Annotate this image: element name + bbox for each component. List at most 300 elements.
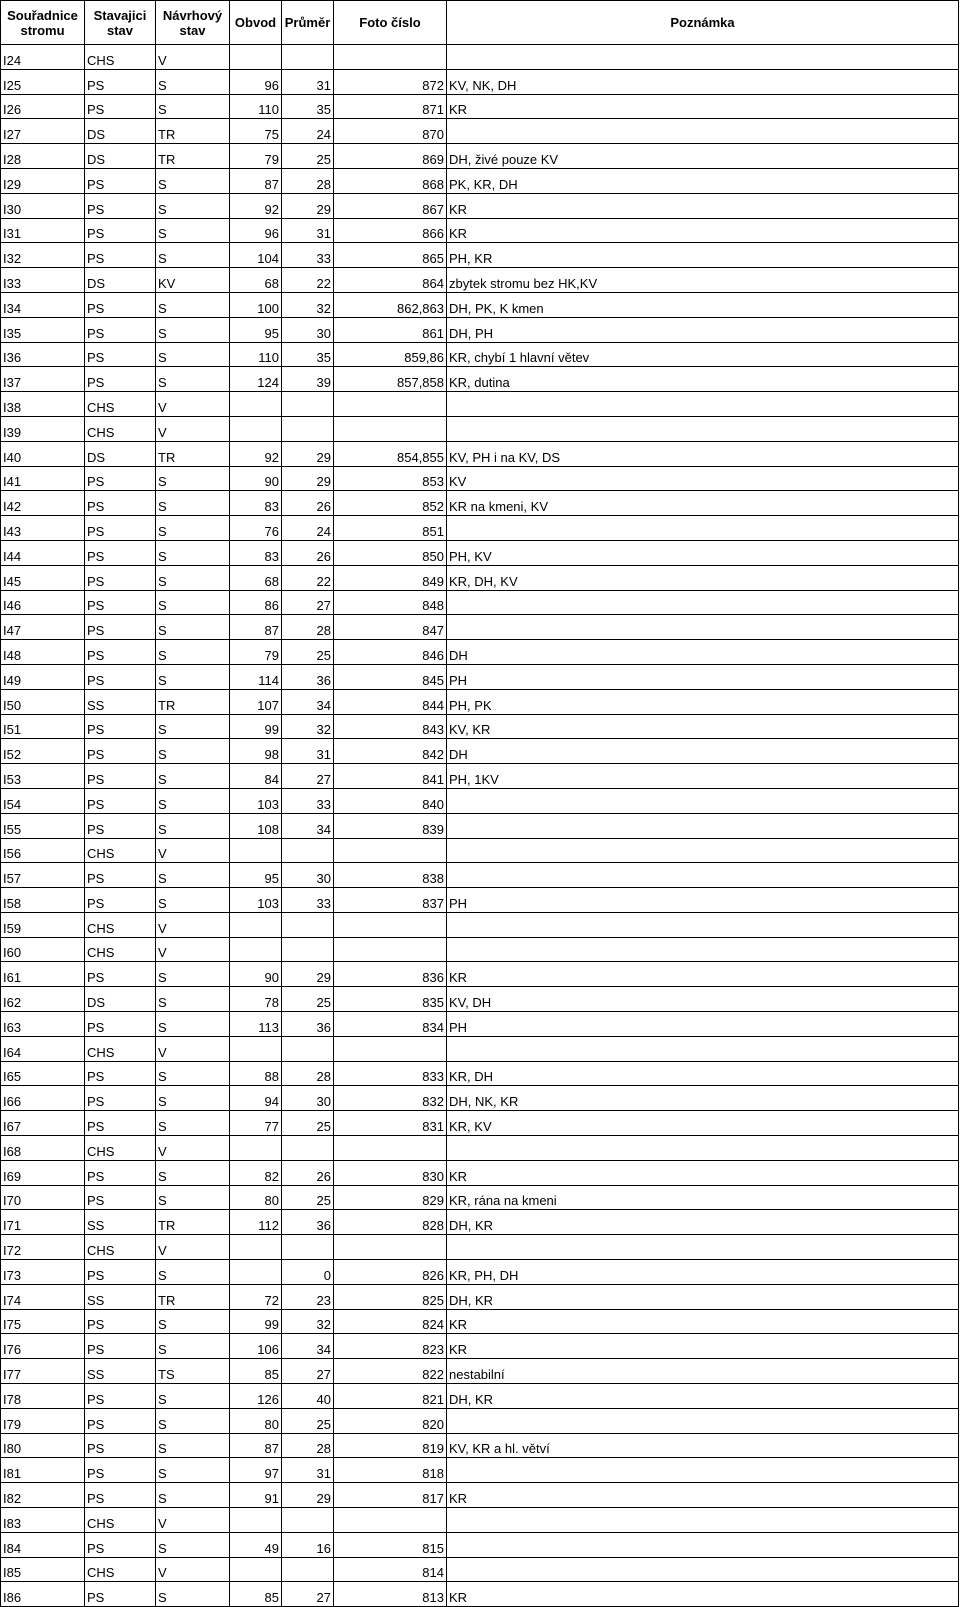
cell-photo-number: 857,858 [334, 367, 447, 392]
cell-note [447, 912, 959, 937]
table-row [1, 1532, 959, 1557]
cell-proposed-state: S [156, 243, 230, 268]
cell-current-state: PS [85, 193, 156, 218]
cell-proposed-state: TR [156, 119, 230, 144]
cell-circumference: 87 [230, 615, 282, 640]
cell-current-state: PS [85, 466, 156, 491]
cell-circumference: 90 [230, 466, 282, 491]
cell-diameter: 32 [282, 714, 334, 739]
cell-proposed-state: V [156, 912, 230, 937]
cell-note [447, 1036, 959, 1061]
cell-photo-number: 869 [334, 144, 447, 169]
cell-proposed-state: S [156, 1384, 230, 1409]
cell-proposed-state: S [156, 1160, 230, 1185]
cell-note: KV, KR a hl. větví [447, 1433, 959, 1458]
cell-note: KR, DH, KV [447, 565, 959, 590]
cell-current-state: PS [85, 764, 156, 789]
table-row [1, 1309, 959, 1334]
cell-current-state: DS [85, 144, 156, 169]
cell-current-state: PS [85, 1384, 156, 1409]
cell-diameter: 31 [282, 1458, 334, 1483]
cell-photo-number: 818 [334, 1458, 447, 1483]
cell-circumference [230, 45, 282, 70]
table-row [1, 342, 959, 367]
cell-coordinates: I56 [1, 838, 85, 863]
cell-coordinates: I82 [1, 1483, 85, 1508]
cell-current-state: SS [85, 1284, 156, 1309]
cell-diameter: 0 [282, 1260, 334, 1285]
table-row [1, 1260, 959, 1285]
cell-note: KV, KR [447, 714, 959, 739]
cell-current-state: CHS [85, 1036, 156, 1061]
cell-current-state: CHS [85, 1235, 156, 1260]
cell-diameter: 28 [282, 1061, 334, 1086]
cell-photo-number: 835 [334, 987, 447, 1012]
cell-note: DH [447, 739, 959, 764]
cell-circumference: 76 [230, 516, 282, 541]
cell-coordinates: I36 [1, 342, 85, 367]
cell-proposed-state: V [156, 45, 230, 70]
table-row [1, 863, 959, 888]
cell-diameter: 16 [282, 1532, 334, 1557]
cell-note: KR na kmeni, KV [447, 491, 959, 516]
cell-coordinates: I31 [1, 218, 85, 243]
cell-circumference [230, 937, 282, 962]
cell-note [447, 813, 959, 838]
table-row [1, 813, 959, 838]
cell-circumference: 85 [230, 1359, 282, 1384]
cell-circumference: 112 [230, 1210, 282, 1235]
cell-photo-number: 815 [334, 1532, 447, 1557]
table-row [1, 144, 959, 169]
cell-note: KV [447, 466, 959, 491]
cell-photo-number: 826 [334, 1260, 447, 1285]
cell-photo-number: 829 [334, 1185, 447, 1210]
cell-current-state: PS [85, 540, 156, 565]
cell-proposed-state: TR [156, 1284, 230, 1309]
table-row [1, 888, 959, 913]
cell-circumference [230, 1260, 282, 1285]
cell-photo-number: 844 [334, 689, 447, 714]
header-photo-number: Foto číslo [334, 1, 447, 45]
header-circumference: Obvod [230, 1, 282, 45]
cell-photo-number: 825 [334, 1284, 447, 1309]
cell-diameter [282, 912, 334, 937]
cell-current-state: PS [85, 1408, 156, 1433]
cell-proposed-state: S [156, 367, 230, 392]
cell-note [447, 1235, 959, 1260]
cell-diameter: 33 [282, 788, 334, 813]
cell-proposed-state: S [156, 1260, 230, 1285]
cell-circumference: 68 [230, 565, 282, 590]
cell-proposed-state: S [156, 987, 230, 1012]
cell-circumference: 95 [230, 317, 282, 342]
cell-diameter: 34 [282, 813, 334, 838]
cell-coordinates: I44 [1, 540, 85, 565]
cell-diameter: 26 [282, 1160, 334, 1185]
cell-coordinates: I67 [1, 1111, 85, 1136]
cell-proposed-state: S [156, 664, 230, 689]
cell-photo-number: 830 [334, 1160, 447, 1185]
cell-coordinates: I69 [1, 1160, 85, 1185]
cell-proposed-state: S [156, 1086, 230, 1111]
cell-proposed-state: S [156, 1458, 230, 1483]
cell-note: KR, rána na kmeni [447, 1185, 959, 1210]
table-row [1, 590, 959, 615]
table-row [1, 268, 959, 293]
table-row [1, 1384, 959, 1409]
table-row [1, 491, 959, 516]
cell-diameter: 30 [282, 863, 334, 888]
cell-note: DH, KR [447, 1210, 959, 1235]
cell-diameter: 34 [282, 689, 334, 714]
cell-diameter: 22 [282, 268, 334, 293]
cell-diameter: 27 [282, 1359, 334, 1384]
cell-coordinates: I54 [1, 788, 85, 813]
cell-note [447, 516, 959, 541]
cell-note: PH [447, 888, 959, 913]
cell-current-state: PS [85, 640, 156, 665]
cell-coordinates: I64 [1, 1036, 85, 1061]
cell-photo-number: 870 [334, 119, 447, 144]
cell-photo-number: 861 [334, 317, 447, 342]
cell-proposed-state: S [156, 466, 230, 491]
table-row [1, 1012, 959, 1037]
cell-note: DH, KR [447, 1284, 959, 1309]
table-row [1, 1235, 959, 1260]
header-diameter: Průměr [282, 1, 334, 45]
cell-diameter: 25 [282, 1408, 334, 1433]
cell-proposed-state: S [156, 1433, 230, 1458]
cell-diameter: 31 [282, 218, 334, 243]
cell-diameter [282, 1136, 334, 1161]
table-row [1, 912, 959, 937]
cell-coordinates: I37 [1, 367, 85, 392]
cell-circumference: 49 [230, 1532, 282, 1557]
cell-proposed-state: S [156, 317, 230, 342]
cell-note [447, 1136, 959, 1161]
cell-note: DH, PH [447, 317, 959, 342]
cell-note: KR, PH, DH [447, 1260, 959, 1285]
table-row [1, 392, 959, 417]
header-note: Poznámka [447, 1, 959, 45]
cell-circumference [230, 416, 282, 441]
cell-circumference: 78 [230, 987, 282, 1012]
cell-current-state: PS [85, 342, 156, 367]
cell-photo-number: 813 [334, 1582, 447, 1607]
cell-current-state: PS [85, 1582, 156, 1607]
cell-circumference: 107 [230, 689, 282, 714]
cell-proposed-state: S [156, 1012, 230, 1037]
cell-diameter: 24 [282, 119, 334, 144]
cell-coordinates: I40 [1, 441, 85, 466]
cell-circumference: 91 [230, 1483, 282, 1508]
table-body [1, 45, 959, 1607]
header-current-state: Stavajici stav [85, 1, 156, 45]
cell-diameter: 29 [282, 193, 334, 218]
table-row [1, 565, 959, 590]
cell-diameter [282, 1235, 334, 1260]
cell-note [447, 1532, 959, 1557]
cell-circumference: 108 [230, 813, 282, 838]
cell-proposed-state: S [156, 863, 230, 888]
cell-current-state: PS [85, 590, 156, 615]
cell-coordinates: I71 [1, 1210, 85, 1235]
cell-photo-number: 840 [334, 788, 447, 813]
cell-circumference: 100 [230, 292, 282, 317]
cell-diameter: 28 [282, 168, 334, 193]
table-row [1, 1086, 959, 1111]
cell-coordinates: I41 [1, 466, 85, 491]
cell-diameter: 25 [282, 640, 334, 665]
table-row [1, 218, 959, 243]
cell-diameter: 31 [282, 69, 334, 94]
cell-current-state: PS [85, 888, 156, 913]
cell-circumference [230, 1235, 282, 1260]
cell-circumference: 79 [230, 640, 282, 665]
cell-photo-number: 848 [334, 590, 447, 615]
cell-proposed-state: TS [156, 1359, 230, 1384]
cell-proposed-state: S [156, 962, 230, 987]
cell-coordinates: I75 [1, 1309, 85, 1334]
cell-proposed-state: S [156, 540, 230, 565]
cell-coordinates: I59 [1, 912, 85, 937]
cell-current-state: SS [85, 1359, 156, 1384]
cell-diameter: 30 [282, 317, 334, 342]
cell-photo-number [334, 912, 447, 937]
cell-diameter [282, 1036, 334, 1061]
cell-note [447, 788, 959, 813]
cell-note: KR, KV [447, 1111, 959, 1136]
cell-note: KR [447, 94, 959, 119]
table-row [1, 1136, 959, 1161]
cell-note [447, 119, 959, 144]
table-row [1, 962, 959, 987]
cell-coordinates: I76 [1, 1334, 85, 1359]
cell-proposed-state: S [156, 640, 230, 665]
cell-note [447, 863, 959, 888]
header-proposed-state: Návrhový stav [156, 1, 230, 45]
cell-note: KR [447, 193, 959, 218]
cell-diameter: 32 [282, 1309, 334, 1334]
cell-note: DH [447, 640, 959, 665]
cell-diameter [282, 838, 334, 863]
cell-circumference: 110 [230, 342, 282, 367]
cell-photo-number [334, 1235, 447, 1260]
cell-current-state: PS [85, 863, 156, 888]
cell-current-state: PS [85, 1433, 156, 1458]
cell-current-state: CHS [85, 45, 156, 70]
cell-circumference: 80 [230, 1408, 282, 1433]
cell-current-state: CHS [85, 912, 156, 937]
cell-proposed-state: V [156, 1508, 230, 1533]
cell-current-state: PS [85, 1532, 156, 1557]
cell-current-state: PS [85, 94, 156, 119]
cell-proposed-state: V [156, 416, 230, 441]
cell-coordinates: I26 [1, 94, 85, 119]
cell-diameter: 22 [282, 565, 334, 590]
cell-photo-number: 833 [334, 1061, 447, 1086]
table-row [1, 292, 959, 317]
cell-circumference: 124 [230, 367, 282, 392]
cell-note: PH, KV [447, 540, 959, 565]
cell-proposed-state: S [156, 69, 230, 94]
cell-photo-number: 843 [334, 714, 447, 739]
cell-circumference: 92 [230, 193, 282, 218]
cell-diameter: 27 [282, 764, 334, 789]
cell-note: KR [447, 1483, 959, 1508]
cell-current-state: CHS [85, 1557, 156, 1582]
cell-current-state: PS [85, 664, 156, 689]
table-row [1, 838, 959, 863]
cell-coordinates: I45 [1, 565, 85, 590]
cell-proposed-state: S [156, 1111, 230, 1136]
cell-current-state: PS [85, 962, 156, 987]
cell-photo-number: 865 [334, 243, 447, 268]
cell-diameter: 32 [282, 292, 334, 317]
cell-photo-number: 867 [334, 193, 447, 218]
cell-proposed-state: V [156, 937, 230, 962]
cell-circumference [230, 838, 282, 863]
cell-current-state: PS [85, 367, 156, 392]
table-row [1, 1458, 959, 1483]
cell-note [447, 1408, 959, 1433]
cell-diameter: 25 [282, 144, 334, 169]
cell-proposed-state: S [156, 94, 230, 119]
cell-coordinates: I47 [1, 615, 85, 640]
cell-proposed-state: S [156, 491, 230, 516]
cell-diameter: 24 [282, 516, 334, 541]
cell-current-state: PS [85, 1458, 156, 1483]
cell-current-state: PS [85, 813, 156, 838]
cell-diameter: 28 [282, 615, 334, 640]
cell-coordinates: I42 [1, 491, 85, 516]
table-row [1, 615, 959, 640]
cell-current-state: DS [85, 268, 156, 293]
cell-current-state: PS [85, 565, 156, 590]
cell-coordinates: I77 [1, 1359, 85, 1384]
cell-circumference: 110 [230, 94, 282, 119]
cell-coordinates: I43 [1, 516, 85, 541]
cell-current-state: CHS [85, 838, 156, 863]
cell-circumference: 95 [230, 863, 282, 888]
cell-circumference [230, 1508, 282, 1533]
cell-photo-number: 838 [334, 863, 447, 888]
cell-proposed-state: TR [156, 144, 230, 169]
cell-circumference: 94 [230, 1086, 282, 1111]
cell-coordinates: I39 [1, 416, 85, 441]
table-row [1, 367, 959, 392]
cell-diameter: 36 [282, 664, 334, 689]
cell-diameter: 31 [282, 739, 334, 764]
cell-circumference: 103 [230, 888, 282, 913]
cell-current-state: CHS [85, 416, 156, 441]
table-row [1, 1508, 959, 1533]
cell-photo-number [334, 1136, 447, 1161]
cell-diameter: 25 [282, 1185, 334, 1210]
cell-circumference [230, 1136, 282, 1161]
cell-coordinates: I58 [1, 888, 85, 913]
cell-note [447, 45, 959, 70]
cell-diameter: 36 [282, 1210, 334, 1235]
cell-proposed-state: V [156, 1557, 230, 1582]
cell-diameter: 36 [282, 1012, 334, 1037]
cell-diameter: 33 [282, 888, 334, 913]
cell-current-state: DS [85, 441, 156, 466]
cell-coordinates: I49 [1, 664, 85, 689]
cell-note: PH, 1KV [447, 764, 959, 789]
cell-note: KV, DH [447, 987, 959, 1012]
cell-note: KR, chybí 1 hlavní větev [447, 342, 959, 367]
cell-coordinates: I65 [1, 1061, 85, 1086]
cell-note [447, 590, 959, 615]
cell-coordinates: I50 [1, 689, 85, 714]
cell-circumference: 104 [230, 243, 282, 268]
cell-coordinates: I28 [1, 144, 85, 169]
cell-photo-number: 846 [334, 640, 447, 665]
cell-current-state: CHS [85, 1508, 156, 1533]
cell-diameter: 27 [282, 590, 334, 615]
table-row [1, 1408, 959, 1433]
cell-coordinates: I33 [1, 268, 85, 293]
table-row [1, 317, 959, 342]
cell-proposed-state: S [156, 516, 230, 541]
cell-proposed-state: S [156, 1408, 230, 1433]
cell-photo-number: 862,863 [334, 292, 447, 317]
cell-diameter: 29 [282, 1483, 334, 1508]
cell-photo-number: 851 [334, 516, 447, 541]
cell-photo-number: 839 [334, 813, 447, 838]
cell-proposed-state: V [156, 838, 230, 863]
cell-current-state: PS [85, 1185, 156, 1210]
cell-coordinates: I84 [1, 1532, 85, 1557]
cell-circumference: 99 [230, 1309, 282, 1334]
cell-proposed-state: S [156, 813, 230, 838]
cell-note: DH, PK, K kmen [447, 292, 959, 317]
table-row [1, 1061, 959, 1086]
cell-photo-number: 852 [334, 491, 447, 516]
table-row [1, 1359, 959, 1384]
cell-current-state: PS [85, 1334, 156, 1359]
cell-current-state: PS [85, 218, 156, 243]
cell-proposed-state: S [156, 888, 230, 913]
cell-circumference: 79 [230, 144, 282, 169]
cell-circumference: 84 [230, 764, 282, 789]
cell-photo-number: 859,86 [334, 342, 447, 367]
cell-circumference: 88 [230, 1061, 282, 1086]
cell-note: DH, NK, KR [447, 1086, 959, 1111]
cell-proposed-state: S [156, 342, 230, 367]
cell-current-state: PS [85, 1012, 156, 1037]
cell-note: zbytek stromu bez HK,KV [447, 268, 959, 293]
cell-circumference [230, 912, 282, 937]
cell-circumference: 106 [230, 1334, 282, 1359]
cell-proposed-state: S [156, 788, 230, 813]
cell-diameter: 28 [282, 1433, 334, 1458]
cell-diameter: 35 [282, 94, 334, 119]
cell-coordinates: I81 [1, 1458, 85, 1483]
cell-circumference: 86 [230, 590, 282, 615]
cell-note [447, 392, 959, 417]
cell-circumference: 99 [230, 714, 282, 739]
cell-diameter [282, 1557, 334, 1582]
cell-proposed-state: S [156, 1185, 230, 1210]
table-row [1, 45, 959, 70]
cell-diameter: 26 [282, 540, 334, 565]
cell-circumference: 87 [230, 168, 282, 193]
cell-proposed-state: S [156, 615, 230, 640]
cell-coordinates: I61 [1, 962, 85, 987]
